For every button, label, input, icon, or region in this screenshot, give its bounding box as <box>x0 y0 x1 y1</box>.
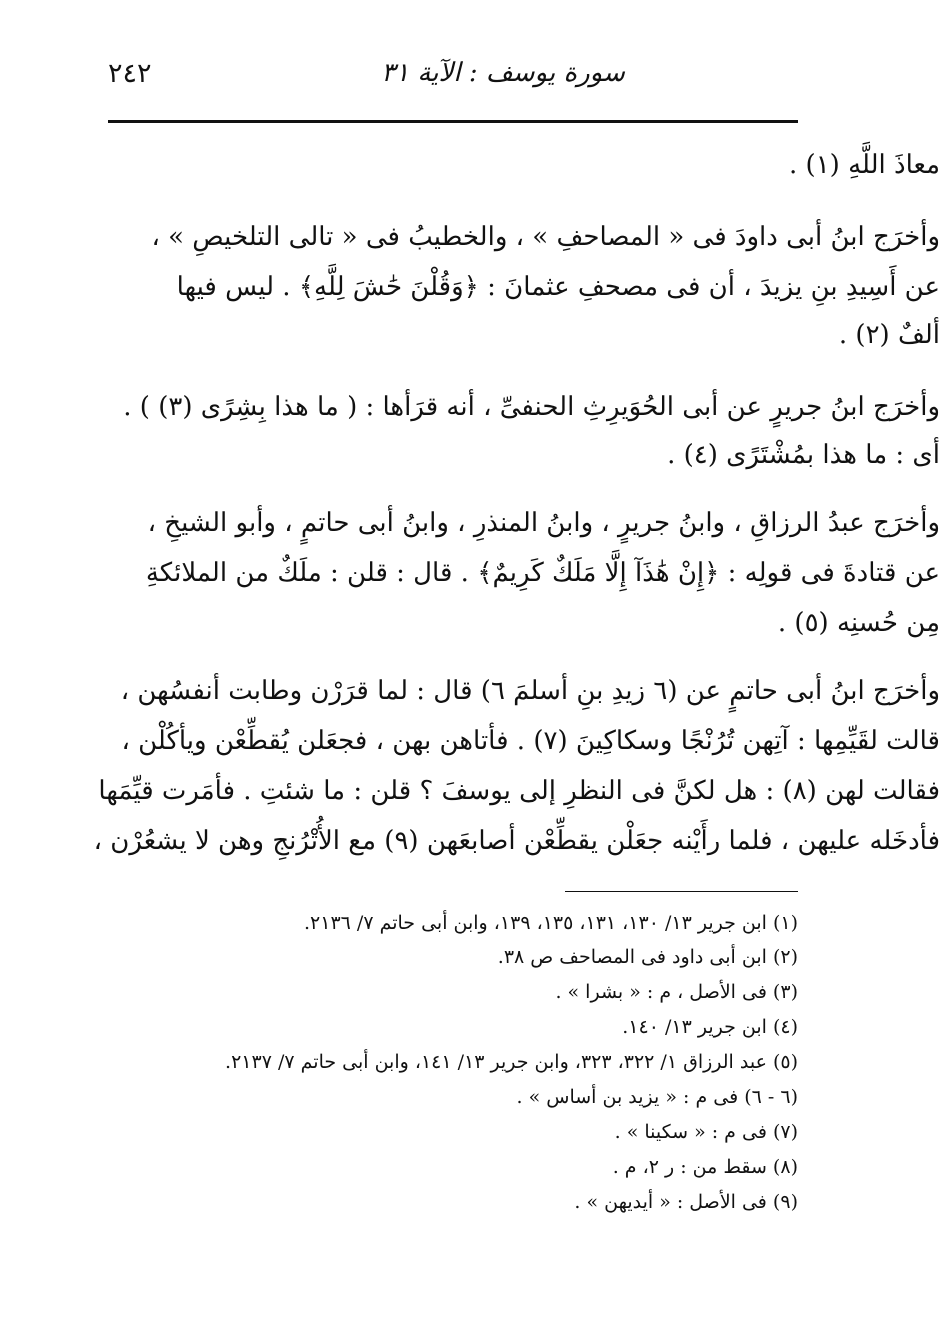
text-line: فقالت لهن (٨) : هل لكنَّ فى النظرِ إلى يوسفَ ؟ قلن : ما شئتِ . فأمَرت قيِّمَها <box>98 776 940 806</box>
text-line: وأخرَج ابنُ أبى داودَ فى « المصاحفِ » ، والخطيبُ فى « تالى التلخيصِ » ، <box>151 222 940 252</box>
text-line: أى : ما هذا بمُشْتَرًى (٤) . <box>667 440 940 470</box>
footnote: (٦ - ٦) فى م : « يزيد بن أساس » . <box>516 1086 798 1108</box>
footnote: (٥) عبد الرزاق ١/ ٣٢٢، ٣٢٣، وابن جرير ١٣/ ١٤١، وابن أبى حاتم ٧/ ٢١٣٧. <box>225 1051 798 1073</box>
text-line: فأدخَله عليهن ، فلما رأَيْنه جعَلْن يقطِّعْن أصابعَهن (٩) مع الأُتْرُنجِ وهن لا يشعُرْن ، <box>93 826 940 856</box>
page-number: ٢٤٢ <box>108 58 152 89</box>
header-rule <box>108 120 798 123</box>
text-line: عن أَسِيدِ بنِ يزيدَ ، أن فى مصحفِ عثمانَ : ﴿وَقُلْنَ حَٰشَ لِلَّهِ﴾ . ليس فيها <box>176 272 940 302</box>
footnote: (٣) فى الأصل ، م : « بشرا » . <box>555 981 798 1003</box>
header-title: سورة يوسف : الآية ٣١ <box>381 58 625 88</box>
footnote: (٧) فى م : « سكينا » . <box>614 1121 798 1143</box>
text-line: وأخرَج ابنُ جريرٍ عن أبى الحُوَيرِثِ الحنفىِّ ، أنه قرَأها : ( ما هذا بِشِرًى (٣) ) . <box>123 392 940 422</box>
text-line: مِن حُسنِه (٥) . <box>777 608 940 638</box>
text-line: عن قتادةَ فى قولِه : ﴿إِنْ هَٰذَآ إِلَّا مَلَكٌ كَرِيمٌ﴾ . قال : قلن : ملَكٌ من الملائكةِ <box>145 558 940 588</box>
footnote: (٨) سقط من : ر ٢، م . <box>612 1156 798 1178</box>
footnote-rule <box>565 891 798 892</box>
text-line: وأخرَج ابنُ أبى حاتمٍ عن (٦ زيدِ بنِ أسلمَ ٦) قال : لما قرَرْن وطابت أنفسُهن ، <box>120 676 940 706</box>
footnote: (٤) ابن جرير ١٣/ ١٤٠. <box>622 1016 798 1038</box>
footnote: (١) ابن جرير ١٣/ ١٣٠، ١٣١، ١٣٥، ١٣٩، وابن أبى حاتم ٧/ ٢١٣٦. <box>303 912 798 934</box>
footnote: (٩) فى الأصل : « أيديهن » . <box>574 1191 798 1213</box>
text-line: وأخرَج عبدُ الرزاقِ ، وابنُ جريرٍ ، وابنُ المنذرِ ، وابنُ أبى حاتمٍ ، وأبو الشيخِ ، <box>147 508 940 538</box>
text-line: معاذَ اللَّهِ (١) . <box>789 150 940 180</box>
text-line: ألفٌ (٢) . <box>838 320 940 350</box>
running-header <box>108 58 798 108</box>
footnote: (٢) ابن أبى داود فى المصاحف ص ٣٨. <box>497 946 798 968</box>
text-line: قالت لقَيِّمِها : آتِهن تُرُنْجًا وسكاكِينَ (٧) . فأتاهن بهن ، فجعَلن يُقطِّعْن ويأكُلْن ، <box>121 726 940 756</box>
